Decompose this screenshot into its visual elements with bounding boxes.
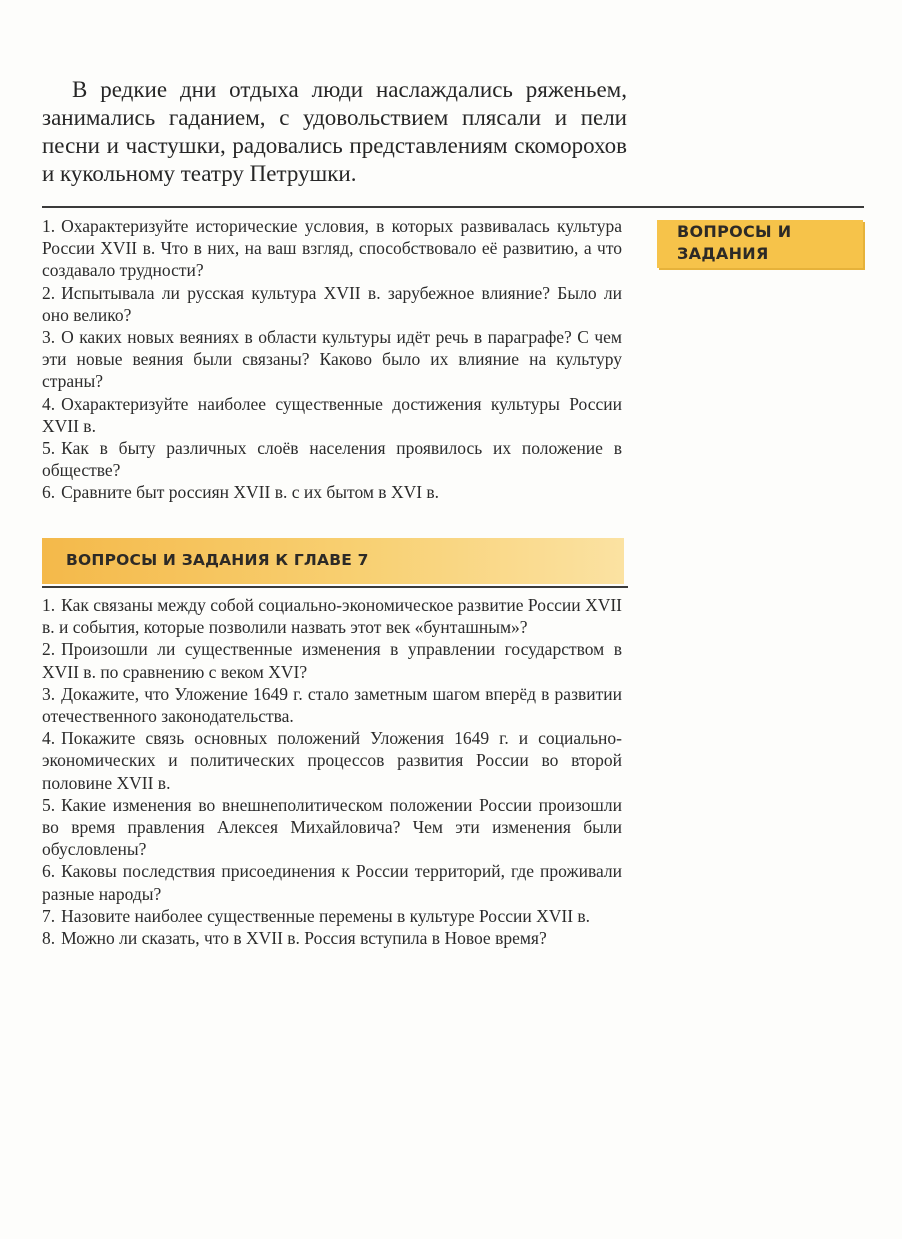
intro-paragraph: В редкие дни отдыха люди наслаждались ряженьем, занимались гаданием, с удовольствием плясали и пели песни и частушки, радовались представлениям скоморохов и кукольному театру Петрушки. bbox=[42, 77, 627, 186]
question-number: 5. bbox=[42, 794, 56, 815]
side-label-title: ВОПРОСЫ И ЗАДАНИЯ bbox=[677, 222, 792, 263]
question-number: 6. bbox=[42, 482, 56, 503]
question-number: 4. bbox=[42, 393, 56, 414]
list-item bbox=[42, 481, 622, 503]
question-text: Каковы последствия присоединения к России территорий, где проживали разные народы? bbox=[42, 861, 622, 904]
list-item bbox=[42, 860, 622, 904]
question-number: 2. bbox=[42, 639, 56, 660]
question-text: Охарактеризуйте исторические условия, в которых развивалась культура России XVII в. Что в них, на ваш взгляд, способствовало её развитию, а что создавало трудности? bbox=[42, 216, 622, 281]
question-text: О каких новых веяниях в области культуры идёт речь в параграфе? С чем эти новые веяния были связаны? Каково было их влияние на культуру страны? bbox=[42, 327, 622, 392]
question-number: 2. bbox=[42, 282, 56, 303]
list-item bbox=[42, 594, 622, 638]
question-number: 4. bbox=[42, 728, 56, 749]
question-text: Докажите, что Уложение 1649 г. стало заметным шагом вперёд в развитии отечественного законодательства. bbox=[42, 683, 622, 727]
chapter-divider bbox=[42, 586, 628, 588]
question-text: Какие изменения во внешнеполитическом положении России произошли во время правления Алексея Михайловича? Чем эти изменения были обусловлены? bbox=[42, 794, 622, 860]
question-text: Назовите наиболее существенные перемены в культуре России XVII в. bbox=[61, 905, 591, 926]
question-text: Охарактеризуйте наиболее существенные достижения культуры России XVII в. bbox=[42, 393, 622, 436]
question-text: Испытывала ли русская культура XVII в. зарубежное влияние? Было ли оно велико? bbox=[42, 282, 622, 325]
question-number: 1. bbox=[42, 595, 56, 615]
question-text: Как связаны между собой социально-экономическое развитие России XVII в. и события, которые позволили назвать этот век «бунташным»? bbox=[42, 595, 622, 638]
question-number: 1. bbox=[42, 216, 56, 236]
list-item bbox=[42, 282, 622, 326]
question-number: 3. bbox=[42, 327, 56, 348]
list-item bbox=[42, 437, 622, 481]
chapter-questions-title: ВОПРОСЫ И ЗАДАНИЯ К ГЛАВЕ 7 bbox=[66, 551, 369, 569]
question-number: 6. bbox=[42, 861, 56, 882]
questions-side-label bbox=[657, 220, 863, 268]
chapter-questions-list bbox=[42, 594, 622, 949]
list-item bbox=[42, 727, 622, 794]
list-item bbox=[42, 393, 622, 437]
question-text: Можно ли сказать, что в XVII в. Россия вступила в Новое время? bbox=[61, 928, 547, 949]
list-item bbox=[42, 927, 622, 949]
section-questions-list bbox=[42, 215, 622, 504]
question-number: 3. bbox=[42, 683, 56, 704]
question-text: Сравните быт россиян XVII в. с их бытом в XVI в. bbox=[61, 482, 440, 503]
question-text: Покажите связь основных положений Уложения 1649 г. и социально-экономических и политических процессов развития России во второй половине XVII в. bbox=[42, 728, 622, 793]
list-item bbox=[42, 638, 622, 682]
list-item bbox=[42, 326, 622, 393]
list-item bbox=[42, 905, 622, 927]
question-text: Произошли ли существенные изменения в управлении государством в XVII в. по сравнению с веком XVI? bbox=[42, 639, 622, 682]
question-number: 8. bbox=[42, 928, 56, 949]
list-item bbox=[42, 683, 622, 727]
chapter-questions-banner bbox=[42, 538, 624, 584]
question-text: Как в быту различных слоёв населения проявилось их положение в обществе? bbox=[42, 438, 622, 481]
question-number: 7. bbox=[42, 905, 56, 926]
question-number: 5. bbox=[42, 438, 56, 459]
section-divider bbox=[42, 206, 864, 208]
list-item bbox=[42, 215, 622, 282]
list-item bbox=[42, 794, 622, 861]
